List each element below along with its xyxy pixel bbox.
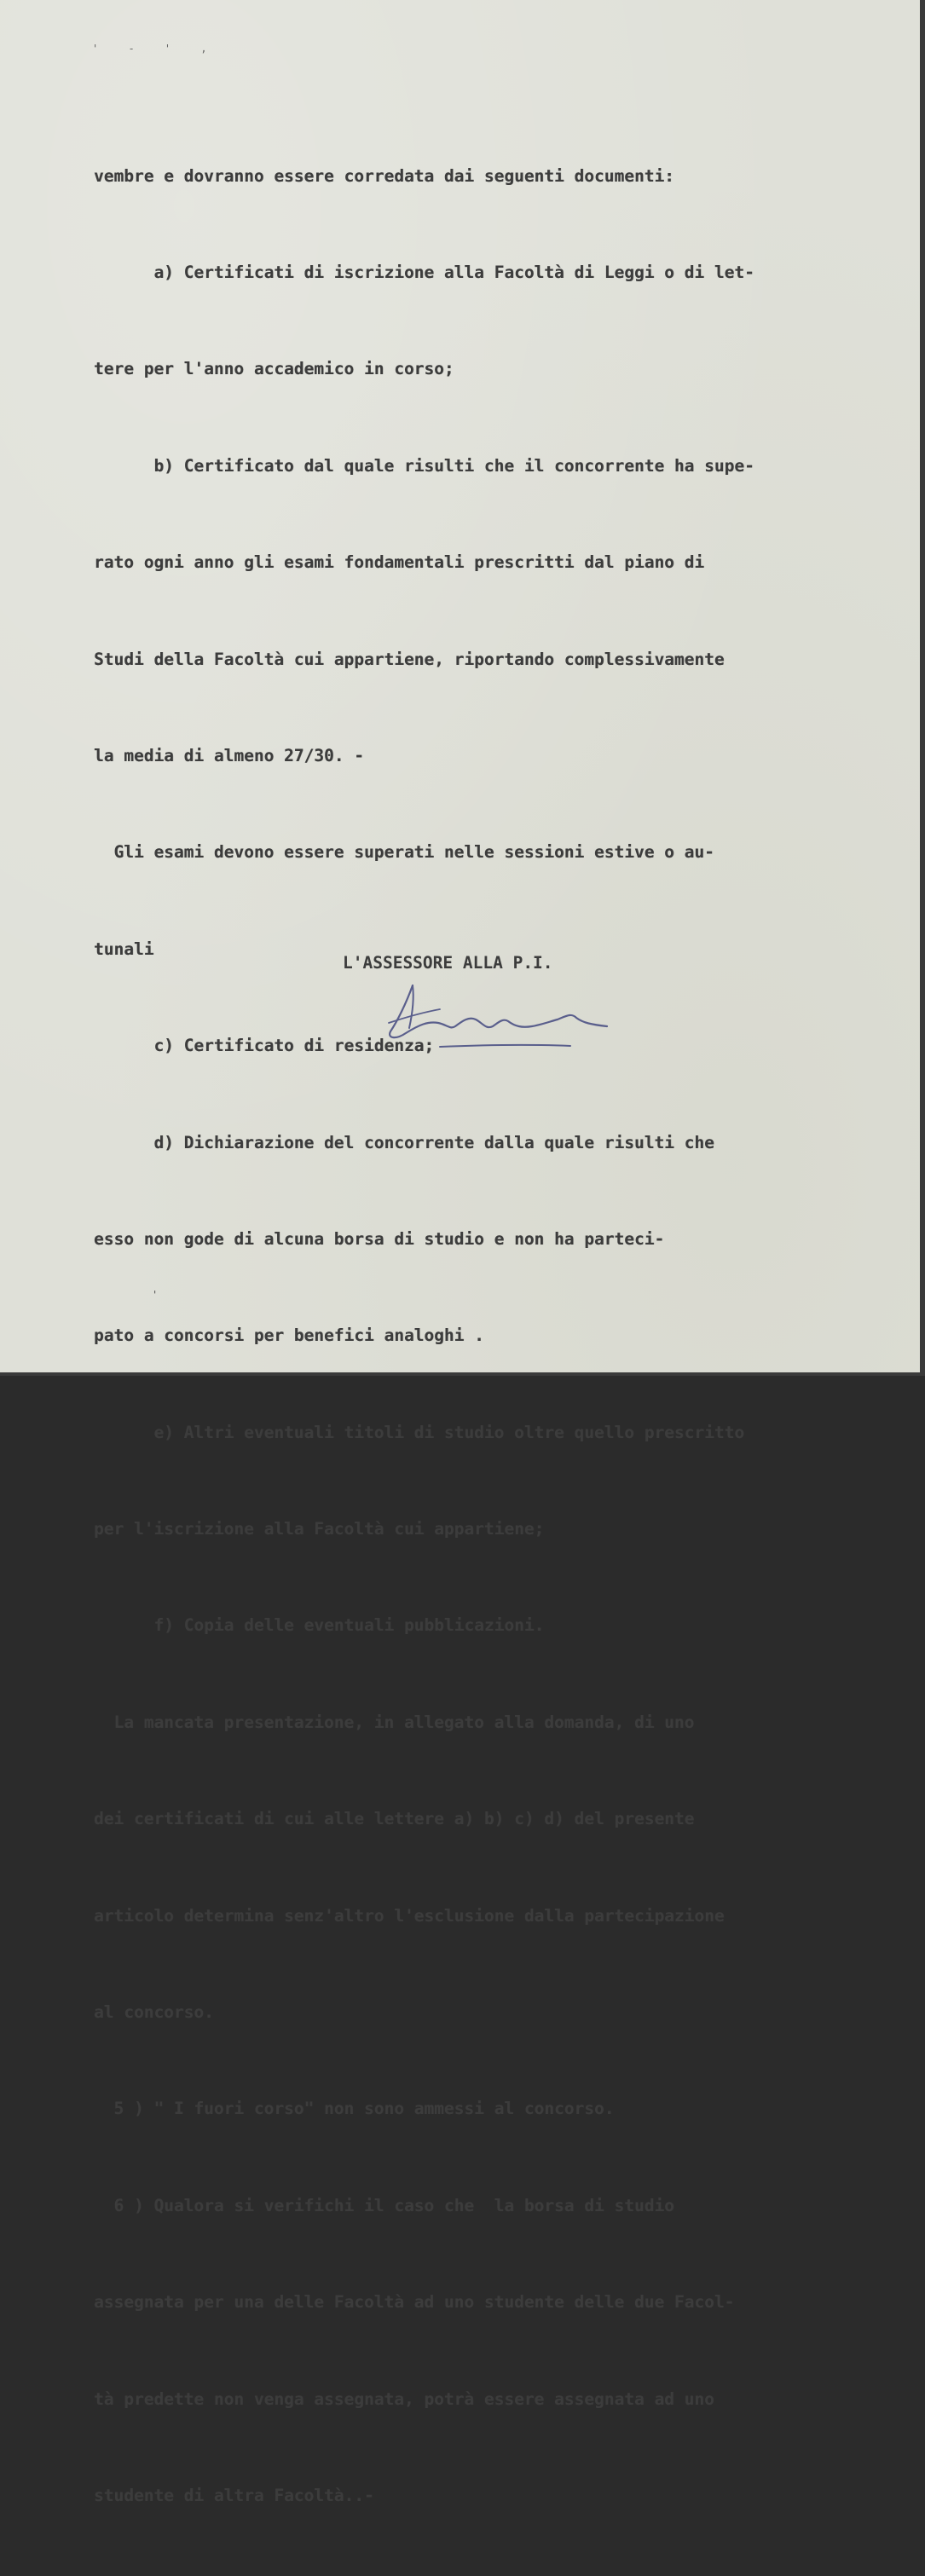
text-line: b) Certificato dal quale risulti che il concorrente ha supe- — [94, 455, 754, 476]
text-line: 6 ) Qualora si verifichi il caso che la borsa di studio — [94, 2195, 674, 2215]
text-line: tà predette non venga assegnata, potrà essere assegnata ad uno — [94, 2388, 714, 2409]
paper-mark: ' — [152, 1289, 159, 1301]
paper-marks: ' - ' , — [92, 43, 219, 55]
text-line: vembre e dovranno essere corredata dai seguenti documenti: — [94, 165, 674, 186]
handwritten-signature — [387, 979, 634, 1072]
text-line: pato a concorsi per benefici analoghi . — [94, 1326, 484, 1346]
signatory-title: L'ASSESSORE ALLA P.I. — [343, 953, 553, 973]
text-line: La mancata presentazione, in allegato alla domanda, di uno — [94, 1712, 695, 1732]
signature-block — [343, 953, 553, 973]
text-line: e) Altri eventuali titoli di studio oltre quello prescritto — [94, 1422, 745, 1442]
text-line: articolo determina senz'altro l'esclusione dalla partecipazione — [94, 1905, 725, 1926]
text-line: Gli esami devono essere superati nelle sessioni estive o au- — [94, 842, 714, 863]
text-line: dei certificati di cui alle lettere a) b) c) d) del presente — [94, 1809, 695, 1829]
text-line: tunali — [94, 939, 154, 959]
text-line: rato ogni anno gli esami fondamentali prescritti dal piano di — [94, 552, 705, 573]
text-line: esso non gode di alcuna borsa di studio e non ha parteci- — [94, 1228, 665, 1249]
text-line: al concorso. — [94, 2002, 214, 2023]
text-line: studente di altra Facoltà..- — [94, 2485, 374, 2505]
text-line: f) Copia delle eventuali pubblicazioni. — [94, 1615, 545, 1636]
text-line: assegnata per una delle Facoltà ad uno studente delle due Facol- — [94, 2292, 735, 2313]
text-line: per l'iscrizione alla Facoltà cui appartiene; — [94, 1519, 545, 1539]
text-line: a) Certificati di iscrizione alla Facoltà di Leggi o di let- — [94, 262, 754, 282]
text-line: 5 ) " I fuori corso" non sono ammessi al concorso. — [94, 2099, 615, 2119]
text-line: Studi della Facoltà cui appartiene, riportando complessivamente — [94, 649, 725, 669]
text-line: c) Certificato di residenza; — [94, 1036, 435, 1056]
typed-body-text — [94, 95, 844, 2576]
text-line: d) Dichiarazione del concorrente dalla quale risulti che — [94, 1132, 714, 1152]
text-line: tere per l'anno accademico in corso; — [94, 359, 454, 379]
text-line: la media di almeno 27/30. - — [94, 745, 364, 765]
